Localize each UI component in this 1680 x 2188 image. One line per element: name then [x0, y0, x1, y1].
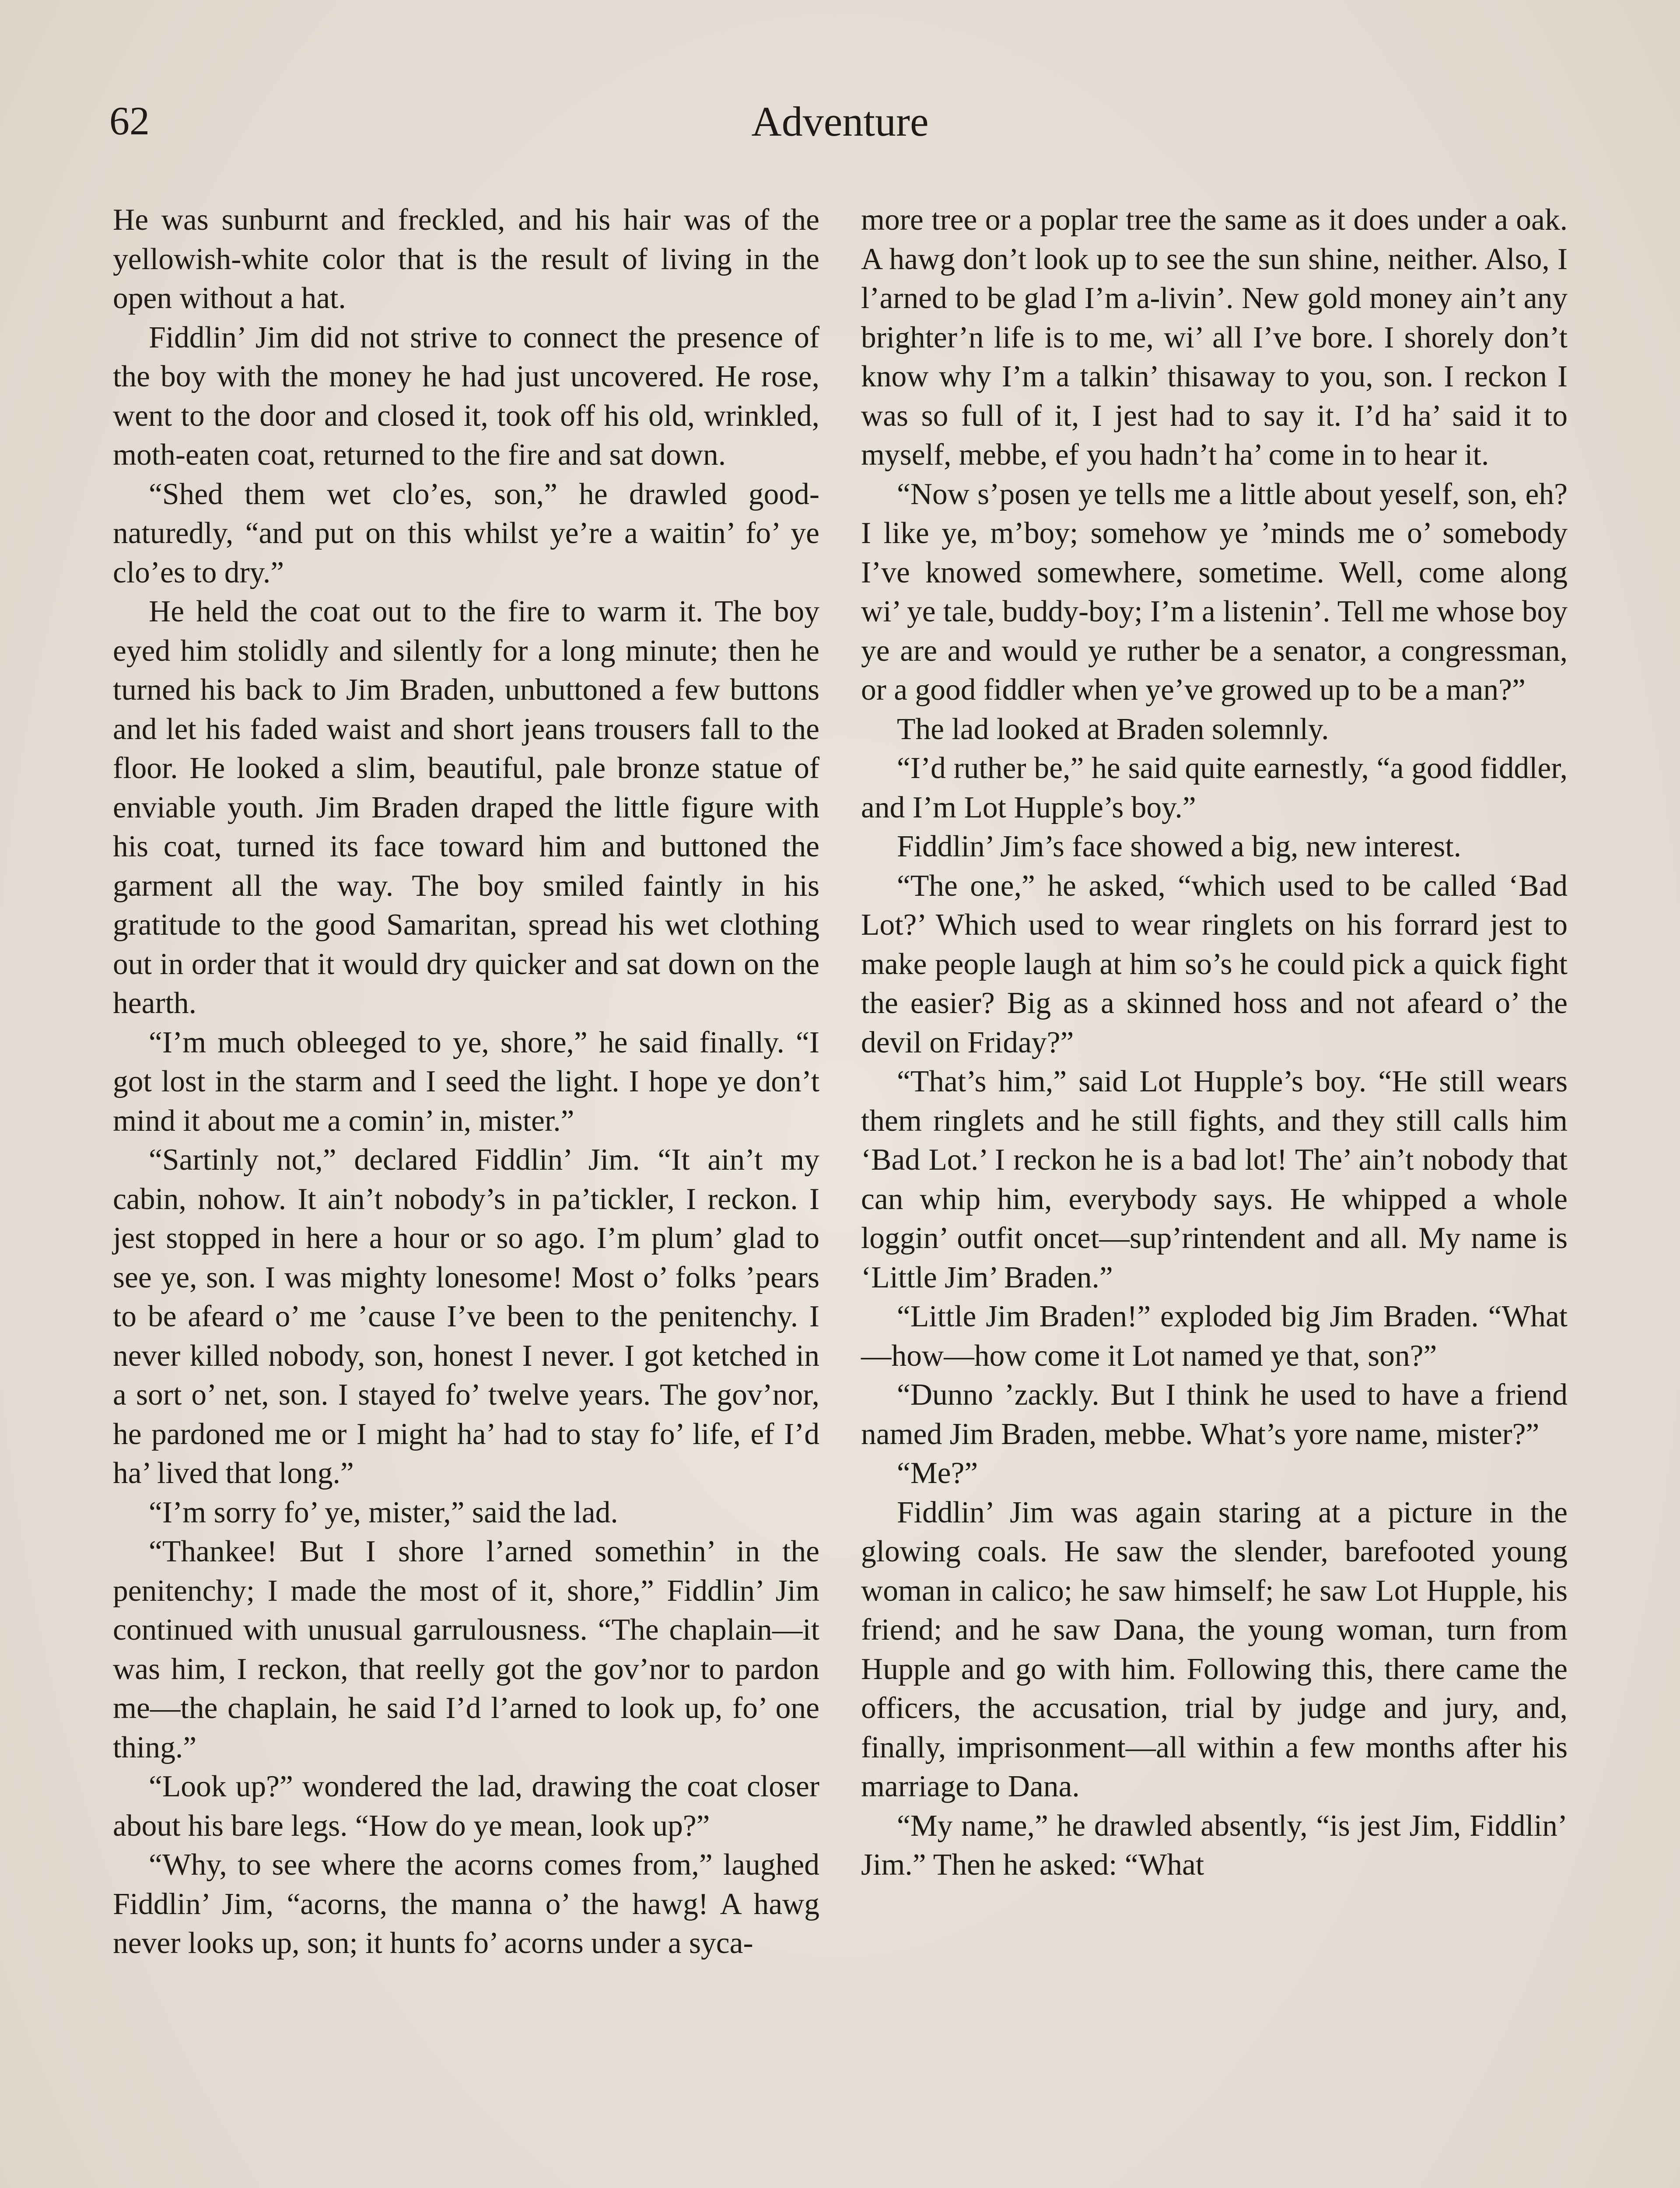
paragraph: He held the coat out to the fire to warm it. The boy eyed him stolidly and silently for a long minute; then he turned his back to Jim Braden, unbuttoned a few buttons and let his faded waist and short jeans trousers fall to the floor. He looked a slim, beautiful, pale bronze statue of enviable youth. Jim Braden draped the little figure with his coat, turned its face toward him and buttoned the garment all the way. The boy smiled faintly in his gratitude to the good Samaritan, spread his wet clothing out in order that it would dry quicker and sat down on the hearth.	[113, 595, 819, 1020]
paragraph: “Little Jim Braden!” exploded big Jim Braden. “What—how—how come it Lot named ye that, son?”	[861, 1300, 1568, 1373]
paragraph: The lad looked at Braden solemnly.	[897, 712, 1329, 746]
left-column	[113, 200, 819, 1963]
paragraph: Fiddlin’ Jim was again staring at a picture in the glowing coals. He saw the slender, barefooted young woman in calico; he saw himself; he saw Lot Hupple, his friend; and he saw Dana, the young woman, turn from Hupple and go with him. Following this, there came the officers, the accusation, trial by judge and jury, and, finally, imprisonment—all within a few months after his marriage to Dana.	[861, 1495, 1568, 1803]
paragraph: “I’m much obleeged to ye, shore,” he said finally. “I got lost in the starm and I seed the light. I hope ye don’t mind it about me a comin’ in, mister.”	[113, 1025, 819, 1138]
paragraph: “I’m sorry fo’ ye, mister,” said the lad.	[149, 1495, 618, 1529]
paragraph: “Dunno ’zackly. But I think he used to have a friend named Jim Braden, mebbe. What’s yore name, mister?”	[861, 1378, 1568, 1451]
paragraph: “Me?”	[897, 1456, 978, 1490]
running-head-title: Adventure	[751, 98, 929, 145]
page-number: 62	[109, 98, 150, 143]
paragraph: “Sartinly not,” declared Fiddlin’ Jim. “It ain’t my cabin, nohow. It ain’t nobody’s in pa’tickler, I reckon. I jest stopped in here a hour or so ago. I’m plum’ glad to see ye, son. I was mighty lonesome! Most o’ folks ’pears to be afeard o’ me ’cause I’ve been to the penitenchy. I never killed nobody, son, honest I never. I got ketched in a sort o’ net, son. I stayed fo’ twelve years. The gov’nor, he pardoned me or I might ha’ had to stay fo’ life, ef I’d ha’ lived that long.”	[113, 1143, 819, 1490]
paragraph: “Look up?” wondered the lad, drawing the coat closer about his bare legs. “How do ye mean, look up?”	[113, 1770, 819, 1843]
paragraph: “Thankee! But I shore l’arned somethin’ in the penitenchy; I made the most of it, shore,” Fiddlin’ Jim continued with unusual garrulousness. “The chaplain—it was him, I reckon, that reelly got the gov’nor to pardon me—the chaplain, he said I’d l’arned to look up, fo’ one thing.”	[113, 1535, 819, 1764]
paragraph: more tree or a poplar tree the same as it does under a oak. A hawg don’t look up to see the sun shine, neither. Also, I l’arned to be glad I’m a-livin’. New gold money ain’t any brighter’n life is to me, wi’ all I’ve bore. I shorely don’t know why I’m a talkin’ thisaway to you, son. I reckon I was so full of it, I jest had to say it. I’d ha’ said it to myself, mebbe, ef you hadn’t ha’ come in to hear it.	[861, 203, 1568, 472]
paragraph: “Shed them wet clo’es, son,” he drawled good-naturedly, “and put on this whilst ye’re a waitin’ fo’ ye clo’es to dry.”	[113, 477, 819, 589]
paragraph: “That’s him,” said Lot Hupple’s boy. “He still wears them ringlets and he still fights, and they still calls him ‘Bad Lot.’ I reckon he is a bad lot! The’ ain’t nobody that can whip him, everybody says. He whipped a whole loggin’ outfit oncet—sup’rintendent and all. My name is ‘Little Jim’ Braden.”	[861, 1065, 1568, 1294]
paragraph: “Now s’posen ye tells me a little about yeself, son, eh? I like ye, m’boy; somehow ye ’minds me o’ somebody I’ve knowed somewhere, sometime. Well, come along wi’ ye tale, buddy-boy; I’m a listenin’. Tell me whose boy ye are and would ye ruther be a senator, a congressman, or a good fiddler when ye’ve growed up to be a man?”	[861, 477, 1568, 707]
paragraph: “My name,” he drawled absently, “is jest Jim, Fiddlin’ Jim.” Then he asked: “What	[861, 1809, 1568, 1882]
paragraph: Fiddlin’ Jim did not strive to connect the presence of the boy with the money he had just uncovered. He rose, went to the door and closed it, took off his old, wrinkled, moth-eaten coat, returned to the fire and sat down.	[113, 320, 819, 472]
paragraph: “I’d ruther be,” he said quite earnestly, “a good fiddler, and I’m Lot Hupple’s boy.”	[861, 751, 1568, 824]
paragraph: “The one,” he asked, “which used to be called ‘Bad Lot?’ Which used to wear ringlets on his forrard jest to make people laugh at him so’s he could pick a quick fight the easier? Big as a skinned hoss and not afeard o’ the devil on Friday?”	[861, 869, 1568, 1059]
paragraph: “Why, to see where the acorns comes from,” laughed Fiddlin’ Jim, “acorns, the manna o’ the hawg! A hawg never looks up, son; it hunts fo’ acorns under a syca-	[113, 1848, 819, 1960]
paragraph: He was sunburnt and freckled, and his hair was of the yellowish-white color that is the result of living in the open without a hat.	[113, 203, 819, 315]
right-column	[861, 200, 1568, 1885]
paragraph: Fiddlin’ Jim’s face showed a big, new interest.	[897, 830, 1461, 863]
